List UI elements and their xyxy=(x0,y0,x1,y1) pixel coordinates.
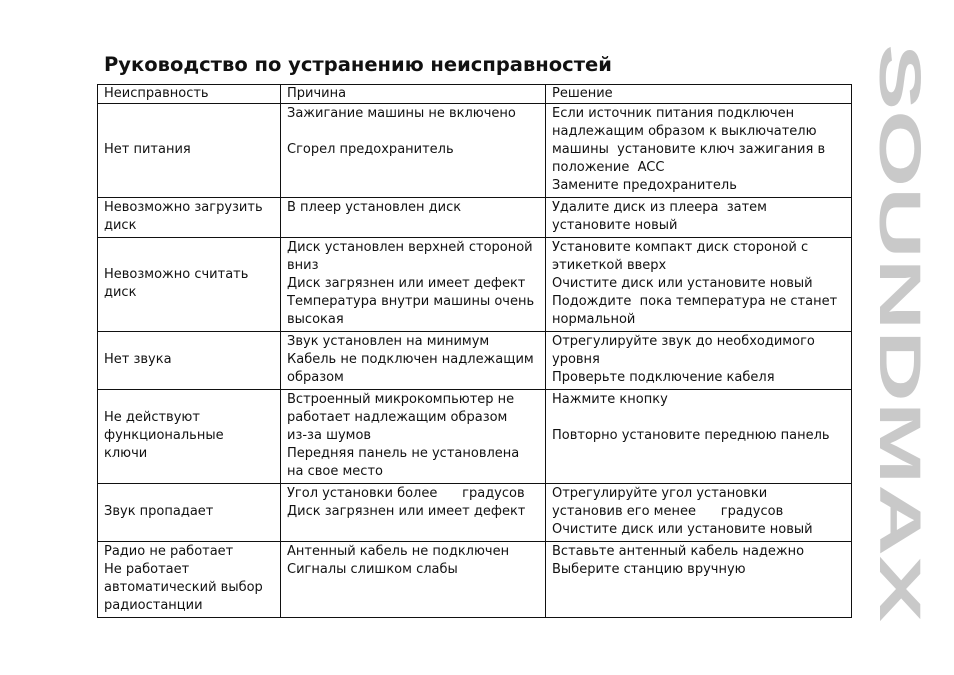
column-header-solution: Решение xyxy=(546,85,852,104)
table-row xyxy=(98,198,852,238)
column-header-symptom: Неисправность xyxy=(98,85,281,104)
symptom-cell xyxy=(98,198,281,238)
troubleshooting-table xyxy=(97,84,852,618)
page-title: Руководство по устранению неисправностей xyxy=(104,53,612,76)
cause-line: высокая xyxy=(287,312,344,327)
solution-line: установив его менее градусов xyxy=(552,504,784,519)
cause-line: Диск загрязнен или имеет дефект xyxy=(287,276,526,291)
symptom-cell xyxy=(98,238,281,332)
table-row xyxy=(98,104,852,198)
soundmax-logo-text: SOUNDMAX xyxy=(867,44,932,383)
solution-cell xyxy=(546,238,852,332)
symptom-cell xyxy=(98,542,281,618)
symptom-cell xyxy=(98,390,281,484)
solution-line: Вставьте антенный кабель надежно xyxy=(552,544,805,559)
solution-line: Очистите диск или установите новый xyxy=(552,522,813,537)
solution-cell xyxy=(546,390,852,484)
cause-cell xyxy=(281,104,546,198)
cause-line: Передняя панель не установлена xyxy=(287,446,520,461)
cause-line: Зажигание машины не включено xyxy=(287,106,516,121)
column-header-cause: Причина xyxy=(281,85,546,104)
symptom-line: Невозможно считать xyxy=(104,267,249,282)
cause-line: образом xyxy=(287,370,344,385)
cause-line: Диск загрязнен или имеет дефект xyxy=(287,504,526,519)
solution-cell xyxy=(546,542,852,618)
solution-line: Если источник питания подключен xyxy=(552,106,795,121)
solution-line: уровня xyxy=(552,352,600,367)
symptom-line: Радио не работает xyxy=(104,544,234,559)
cause-cell xyxy=(281,484,546,542)
cause-cell xyxy=(281,542,546,618)
cause-line: В плеер установлен диск xyxy=(287,200,462,215)
cause-line: Встроенный микрокомпьютер не xyxy=(287,392,515,407)
cause-cell xyxy=(281,238,546,332)
solution-line: этикеткой вверх xyxy=(552,258,667,273)
symptom-line: Невозможно загрузить xyxy=(104,200,263,215)
cause-line: Сгорел предохранитель xyxy=(287,142,454,157)
solution-line: Отрегулируйте звук до необходимого xyxy=(552,334,815,349)
cause-line: на свое место xyxy=(287,464,383,479)
table-row xyxy=(98,390,852,484)
solution-line: Повторно установите переднюю панель xyxy=(552,428,830,443)
solution-line xyxy=(552,409,845,427)
soundmax-logo xyxy=(862,44,932,624)
solution-cell xyxy=(546,198,852,238)
cause-line: вниз xyxy=(287,258,319,273)
solution-line: Очистите диск или установите новый xyxy=(552,276,813,291)
table-row xyxy=(98,484,852,542)
symptom-line: ключи xyxy=(104,446,148,461)
cause-line: Звук установлен на минимум xyxy=(287,334,490,349)
cause-line: Кабель не подключен надлежащим xyxy=(287,352,534,367)
symptom-cell xyxy=(98,332,281,390)
solution-line: установите новый xyxy=(552,218,678,233)
cause-line: Угол установки более градусов xyxy=(287,486,525,501)
solution-line: нормальной xyxy=(552,312,636,327)
solution-line: машины установите ключ зажигания в xyxy=(552,142,826,157)
solution-cell xyxy=(546,104,852,198)
cause-line: Антенный кабель не подключен xyxy=(287,544,510,559)
solution-line: надлежащим образом к выключателю xyxy=(552,124,817,139)
solution-line: Подождите пока температура не станет xyxy=(552,294,838,309)
symptom-line: Нет звука xyxy=(104,352,172,367)
symptom-line: диск xyxy=(104,285,137,300)
solution-line: положение ACC xyxy=(552,160,665,175)
cause-line: Сигналы слишком слабы xyxy=(287,562,458,577)
symptom-line: Не действуют xyxy=(104,410,200,425)
symptom-line: Не работает xyxy=(104,562,190,577)
solution-line: Выберите станцию вручную xyxy=(552,562,746,577)
table-row xyxy=(98,332,852,390)
cause-line: из-за шумов xyxy=(287,428,372,443)
cause-line: Температура внутри машины очень xyxy=(287,294,535,309)
solution-line: Замените предохранитель xyxy=(552,178,737,193)
table-header-row xyxy=(98,85,852,104)
solution-line: Установите компакт диск стороной с xyxy=(552,240,809,255)
symptom-cell xyxy=(98,104,281,198)
table-row xyxy=(98,542,852,618)
cause-line xyxy=(287,123,539,141)
symptom-line: функциональные xyxy=(104,428,224,443)
symptom-line: радиостанции xyxy=(104,598,203,613)
solution-line: Отрегулируйте угол установки xyxy=(552,486,768,501)
cause-line: Диск установлен верхней стороной xyxy=(287,240,533,255)
cause-cell xyxy=(281,198,546,238)
symptom-line: автоматический выбор xyxy=(104,580,263,595)
symptom-line: Звук пропадает xyxy=(104,504,214,519)
symptom-line: диск xyxy=(104,218,137,233)
cause-cell xyxy=(281,390,546,484)
symptom-cell xyxy=(98,484,281,542)
symptom-line: Нет питания xyxy=(104,142,191,157)
table-row xyxy=(98,238,852,332)
solution-cell xyxy=(546,332,852,390)
solution-cell xyxy=(546,484,852,542)
solution-line: Проверьте подключение кабеля xyxy=(552,370,775,385)
solution-line: Нажмите кнопку xyxy=(552,392,668,407)
cause-line: работает надлежащим образом xyxy=(287,410,508,425)
cause-cell xyxy=(281,332,546,390)
solution-line: Удалите диск из плеера затем xyxy=(552,200,767,215)
